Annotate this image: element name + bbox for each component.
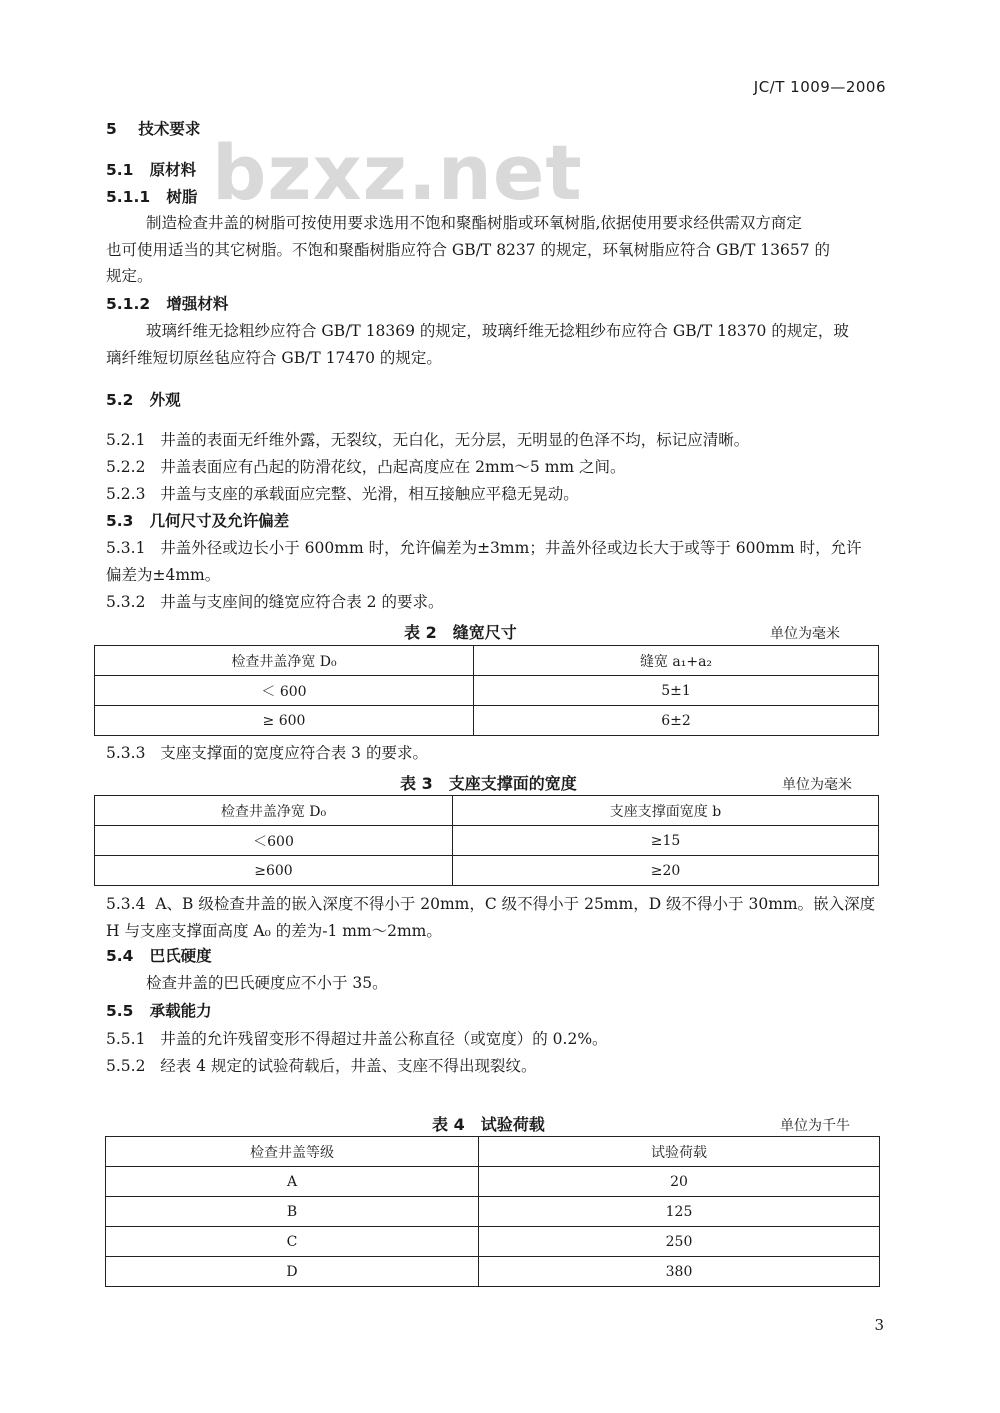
clause-text: 井盖外径或边长小于 600mm 时，允许偏差为±3mm；井盖外径或边长大于或等于 600mm 时，允许: [160, 539, 862, 557]
section-5-4-heading: [106, 946, 212, 966]
table-4-caption: 表 4 试验荷载: [432, 1115, 545, 1134]
table-header-cell: 缝宽 a₁+a₂: [474, 646, 879, 676]
section-number: 5.1.2: [106, 295, 151, 313]
section-5-2-heading: [106, 390, 181, 410]
clause-5-3-4: [106, 894, 875, 914]
table-row: [95, 706, 879, 736]
clause-5-3-3: [106, 743, 428, 763]
clause-number: 5.3.4: [106, 895, 146, 913]
clause-5-3-4-continued: H 与支座支撑面高度 A₀ 的差为-1 mm～2mm。: [106, 922, 442, 940]
table-row: [106, 1227, 880, 1257]
paragraph-line: 规定。: [106, 267, 153, 285]
clause-number: 5.5.2: [106, 1057, 146, 1075]
section-5-1-2-heading: [106, 294, 228, 314]
section-5-1-heading: [106, 160, 196, 180]
table-cell: ＜600: [95, 826, 453, 856]
section-5-5-heading: [106, 1001, 212, 1021]
table-row: [106, 1257, 880, 1287]
page-number: 3: [874, 1316, 884, 1334]
section-number: 5.2: [106, 391, 134, 409]
table-header-row: [95, 796, 879, 826]
clause-5-2-3: [106, 484, 579, 504]
table-row: [106, 1197, 880, 1227]
section-title: 原材料: [149, 161, 197, 179]
section-5-1-1-heading: [106, 187, 197, 207]
table-header-cell: 检查井盖净宽 D₀: [95, 646, 474, 676]
section-title: 增强材料: [166, 295, 229, 313]
clause-5-2-1: [106, 430, 749, 450]
clause-number: 5.5.1: [106, 1030, 146, 1048]
clause-5-3-1: [106, 538, 862, 558]
section-5-3-heading: [106, 511, 289, 531]
table-3: [94, 795, 879, 886]
table-row: [95, 676, 879, 706]
table-row: [106, 1167, 880, 1197]
table-2: [94, 645, 879, 736]
table-cell: D: [106, 1257, 479, 1287]
table-cell: 6±2: [474, 706, 879, 736]
clause-text: 井盖的允许残留变形不得超过井盖公称直径（或宽度）的 0.2%。: [160, 1030, 608, 1048]
watermark: bzxz.net: [212, 128, 583, 217]
clause-5-2-2: [106, 457, 626, 477]
table-cell: ≥15: [453, 826, 879, 856]
table-cell: C: [106, 1227, 479, 1257]
table-row: [95, 856, 879, 886]
section-title: 技术要求: [138, 120, 201, 138]
clause-5-5-1: [106, 1029, 608, 1049]
clause-number: 5.2.1: [106, 431, 146, 449]
section-number: 5.4: [106, 947, 134, 965]
table-header-cell: 试验荷载: [479, 1137, 880, 1167]
section-number: 5.1: [106, 161, 134, 179]
clause-number: 5.2.2: [106, 458, 146, 476]
section-number: 5.5: [106, 1002, 134, 1020]
table-header-cell: 检查井盖净宽 D₀: [95, 796, 453, 826]
standard-code: JC/T 1009—2006: [753, 78, 886, 96]
table-header-row: [95, 646, 879, 676]
table-cell: ＜ 600: [95, 676, 474, 706]
section-5-heading: [106, 119, 200, 139]
table-cell: ≥20: [453, 856, 879, 886]
table-4: [105, 1136, 880, 1287]
clause-text: 井盖与支座的承载面应完整、光滑，相互接触应平稳无晃动。: [160, 485, 579, 503]
table-cell: 5±1: [474, 676, 879, 706]
clause-text: 经表 4 规定的试验荷载后，井盖、支座不得出现裂纹。: [160, 1057, 537, 1075]
clause-text: 支座支撑面的宽度应符合表 3 的要求。: [160, 744, 428, 762]
section-title: 承载能力: [149, 1002, 212, 1020]
clause-number: 5.3.3: [106, 744, 146, 762]
section-title: 巴氏硬度: [149, 947, 212, 965]
section-number: 5.1.1: [106, 188, 151, 206]
section-number: 5: [106, 120, 117, 138]
table-cell: 250: [479, 1227, 880, 1257]
table-4-unit: 单位为千牛: [780, 1118, 850, 1134]
clause-5-3-2: [106, 592, 443, 612]
section-title: 几何尺寸及允许偏差: [149, 512, 290, 530]
table-cell: 20: [479, 1167, 880, 1197]
table-cell: 380: [479, 1257, 880, 1287]
clause-number: 5.3.2: [106, 593, 146, 611]
paragraph-line: 制造检查井盖的树脂可按使用要求选用不饱和聚酯树脂或环氧树脂,依据使用要求经供需双方商定: [146, 214, 802, 232]
table-header-row: [106, 1137, 880, 1167]
clause-text: A、B 级检查井盖的嵌入深度不得小于 20mm，C 级不得小于 25mm，D 级不得小于 30mm。嵌入深度: [155, 895, 876, 913]
table-cell: ≥600: [95, 856, 453, 886]
table-3-caption: 表 3 支座支撑面的宽度: [400, 774, 577, 793]
table-3-unit: 单位为毫米: [782, 777, 852, 793]
paragraph-line: 玻璃纤维无捻粗纱应符合 GB/T 18369 的规定，玻璃纤维无捻粗纱布应符合 GB/T 18370 的规定，玻: [146, 322, 849, 340]
table-cell: 125: [479, 1197, 880, 1227]
clause-text: 井盖的表面无纤维外露，无裂纹，无白化，无分层，无明显的色泽不均，标记应清晰。: [160, 431, 750, 449]
clause-5-3-1-continued: 偏差为±4mm。: [106, 566, 221, 584]
table-cell: A: [106, 1167, 479, 1197]
table-header-cell: 检查井盖等级: [106, 1137, 479, 1167]
table-2-unit: 单位为毫米: [770, 626, 840, 642]
section-number: 5.3: [106, 512, 134, 530]
table-header-cell: 支座支撑面宽度 b: [453, 796, 879, 826]
paragraph-line: 检查井盖的巴氏硬度应不小于 35。: [146, 974, 388, 992]
section-title: 树脂: [166, 188, 198, 206]
clause-number: 5.3.1: [106, 539, 146, 557]
table-row: [95, 826, 879, 856]
clause-text: 井盖与支座间的缝宽应符合表 2 的要求。: [160, 593, 444, 611]
table-2-caption: 表 2 缝宽尺寸: [404, 623, 517, 642]
paragraph-line: 璃纤维短切原丝毡应符合 GB/T 17470 的规定。: [106, 349, 442, 367]
table-cell: B: [106, 1197, 479, 1227]
clause-number: 5.2.3: [106, 485, 146, 503]
table-cell: ≥ 600: [95, 706, 474, 736]
section-title: 外观: [149, 391, 181, 409]
paragraph-line: 也可使用适当的其它树脂。不饱和聚酯树脂应符合 GB/T 8237 的规定，环氧树脂应符合 GB/T 13657 的: [106, 241, 830, 259]
clause-text: 井盖表面应有凸起的防滑花纹，凸起高度应在 2mm～5 mm 之间。: [160, 458, 626, 476]
clause-5-5-2: [106, 1056, 536, 1076]
